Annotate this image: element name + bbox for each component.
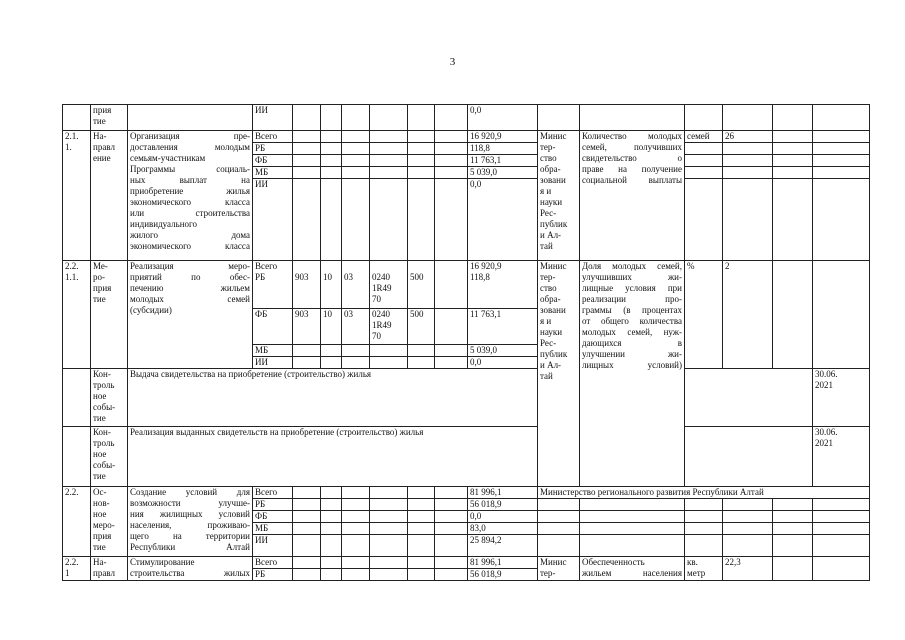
source-cell: ФБ xyxy=(253,309,293,345)
source-cell: ИИ xyxy=(253,535,293,557)
amount-cell: 81 996,1 xyxy=(468,487,538,499)
measure-type: Кон- троль ное собы- тие xyxy=(91,427,128,487)
amount-cell: 118,8 xyxy=(468,143,538,155)
item-number: 2.2. 1 xyxy=(63,557,91,581)
value-cell: 26 xyxy=(723,131,773,143)
measure-name: Создание условий для возможности улучше- ния жилищных условий населения, проживаю- щего на территории Республики Алтай xyxy=(128,487,253,557)
pr-cell: 03 xyxy=(342,309,370,345)
unit-cell: семей xyxy=(685,131,723,143)
executor-cell: Министерство регионального развития Республики Алтай xyxy=(538,487,870,499)
table-row xyxy=(63,131,870,143)
indicator-cell: Доля молодых семей, улучшивших жи- лищные условия при реализации про- граммы (в процентах от общего количества молодых семей, нуж- дающихся в улучшении жи- лищных условий) xyxy=(580,261,685,487)
measure-type: Ме- ро- прия тие xyxy=(91,261,128,369)
amount-cell: 0,0 xyxy=(468,179,538,261)
source-cell: ФБ xyxy=(253,155,293,167)
amount-cell: 0,0 xyxy=(468,357,538,369)
amount-cell: 0,0 xyxy=(468,105,538,131)
measure-type: На- правл xyxy=(91,557,128,581)
table-row xyxy=(63,557,870,569)
measure-type: Ос- нов- ное меро- прия тие xyxy=(91,487,128,557)
source-cell: Всего xyxy=(253,131,293,143)
amount-cell: 11 763,1 xyxy=(468,309,538,345)
page-number: 3 xyxy=(449,56,456,68)
source-cell: ФБ xyxy=(253,511,293,523)
executor-cell: Минис тер- ство обра- зовани я и науки Рес- публик и Ал- тай xyxy=(538,261,580,487)
measure-type: Кон- троль ное собы- тие xyxy=(91,369,128,427)
source-cell: Всего xyxy=(253,557,293,569)
grbs-cell: 903 xyxy=(293,309,321,345)
item-number: 2.1. 1. xyxy=(63,131,91,261)
source-cell: РБ xyxy=(253,499,293,511)
value-cell: 22,3 xyxy=(723,557,773,581)
indicator-cell: Количество молодых семей, получивших свидетельство о праве на получение социальной выплаты xyxy=(580,131,685,261)
control-event-row xyxy=(63,427,870,487)
unit-cell: % xyxy=(685,261,723,369)
date-start: 30.06. 2021 xyxy=(813,369,870,427)
unit-cell: кв. метр xyxy=(685,557,723,581)
measure-name: Организация пре- доставления молодым семьям-участникам Программы социаль- ных выплат на приобретение жилья экономического класса или строительства индивидуального жилого дома экономического класса xyxy=(128,131,253,261)
executor-cell: Минис тер- xyxy=(538,557,580,581)
source-cell: МБ xyxy=(253,523,293,535)
amount-cell: 16 920,9 118,8 xyxy=(468,261,538,309)
vr-cell: 500 xyxy=(408,309,435,345)
amount-cell: 83,0 xyxy=(468,523,538,535)
item-number: 2.2. xyxy=(63,487,91,557)
source-cell: ИИ xyxy=(253,357,293,369)
amount-cell: 5 039,0 xyxy=(468,167,538,179)
source-cell: МБ xyxy=(253,345,293,357)
program-table xyxy=(62,104,870,581)
source-cell: МБ xyxy=(253,167,293,179)
source-cell: РБ xyxy=(253,143,293,155)
amount-cell: 25 894,2 xyxy=(468,535,538,557)
control-event-text: Реализация выданных свидетельств на приобретение (строительство) жилья xyxy=(128,427,538,487)
rz-cell: 10 xyxy=(321,261,342,309)
amount-cell: 0,0 xyxy=(468,511,538,523)
source-cell: ИИ xyxy=(253,105,293,131)
value-cell: 2 xyxy=(723,261,773,369)
source-cell: РБ xyxy=(253,569,293,581)
amount-cell: 11 763,1 xyxy=(468,155,538,167)
measure-name: Реализация меро- приятий по обес- печению жильем молодых семей (субсидии) xyxy=(128,261,253,369)
table-row xyxy=(63,261,870,309)
item-number: 2.2. 1.1. xyxy=(63,261,91,369)
measure-type: На- правл ение xyxy=(91,131,128,261)
rz-cell: 10 xyxy=(321,309,342,345)
grbs-cell: 903 xyxy=(293,261,321,309)
source-cell: Всего xyxy=(253,487,293,499)
amount-cell: 56 018,9 xyxy=(468,499,538,511)
amount-cell: 81 996,1 xyxy=(468,557,538,569)
control-event-text: Выдача свидетельства на приобретение (строительство) жилья xyxy=(128,369,538,427)
amount-cell: 16 920,9 xyxy=(468,131,538,143)
source-cell: ИИ xyxy=(253,179,293,261)
date-start: 30.06. 2021 xyxy=(813,427,870,487)
executor-cell: Минис тер- ство обра- зовани я и науки Рес- публик и Ал- тай xyxy=(538,131,580,261)
vr-cell: 500 xyxy=(408,261,435,309)
indicator-cell: Обеспеченность жильем населения xyxy=(580,557,685,581)
amount-cell: 5 039,0 xyxy=(468,345,538,357)
source-cell: Всего РБ xyxy=(253,261,293,309)
table-row xyxy=(63,105,870,131)
csr-cell: 0240 1R49 70 xyxy=(370,309,408,345)
amount-cell: 56 018,9 xyxy=(468,569,538,581)
pr-cell: 03 xyxy=(342,261,370,309)
table-row xyxy=(63,487,870,499)
measure-type: прия тие xyxy=(91,105,128,131)
csr-cell: 0240 1R49 70 xyxy=(370,261,408,309)
measure-name: Стимулирование строительства жилых xyxy=(128,557,253,581)
control-event-row xyxy=(63,369,870,427)
